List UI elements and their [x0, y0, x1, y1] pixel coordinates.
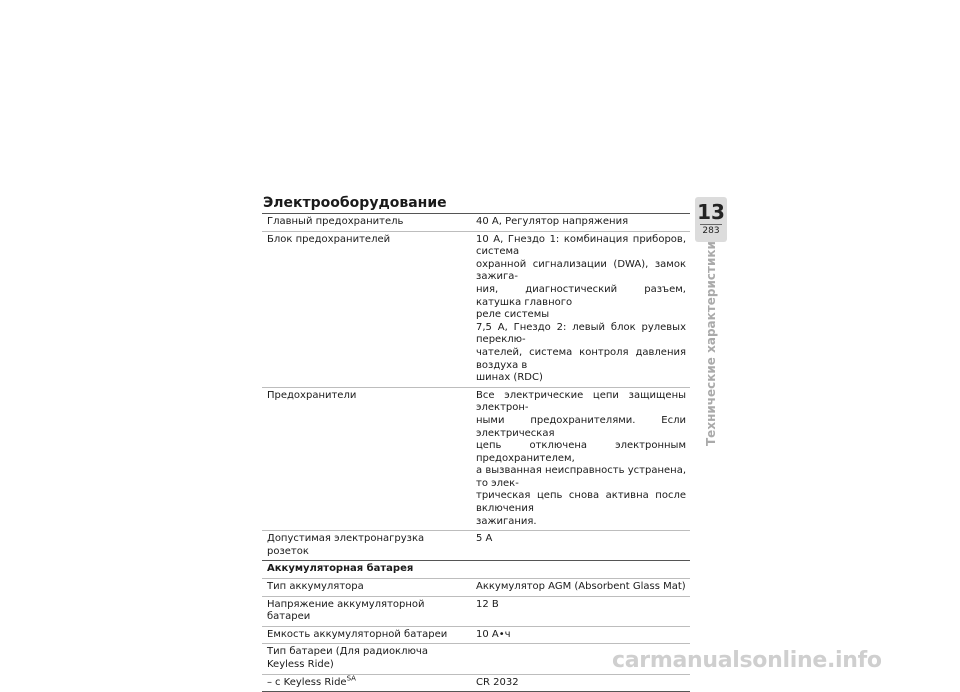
value-line: 10 А, Гнездо 1: комбинация приборов, система: [476, 233, 686, 258]
row-label: [262, 674, 471, 692]
table-row-battery-voltage: [262, 596, 690, 626]
value-line: охранной сигнализации (DWA), замок зажига-: [476, 258, 686, 283]
table-row-battery-type: [262, 579, 690, 597]
page-number: 283: [702, 226, 720, 236]
value-line: зажигания.: [476, 515, 537, 527]
value-line: шинах (RDC): [476, 372, 543, 384]
value-line: реле системы: [476, 309, 550, 321]
row-label: Тип аккумулятора: [262, 579, 471, 597]
side-chapter-title: Технические характеристики: [704, 241, 718, 446]
row-value: 12 В: [471, 596, 690, 626]
row-value: CR 2032: [471, 674, 690, 692]
section-title: Электрооборудование: [263, 195, 447, 211]
row-label: Блок предохранителей: [262, 231, 471, 387]
value-line: цепь отключена электронным предохранителем,: [476, 440, 686, 464]
row-value: [471, 231, 690, 387]
value-line: чателей, система контроля давления воздуха в: [476, 346, 686, 371]
table-row-fuses: [262, 387, 690, 531]
row-label: Главный предохранитель: [262, 214, 471, 232]
row-label: Предохранители: [262, 387, 471, 531]
row-label: Напряжение аккумуляторной батареи: [262, 596, 471, 626]
value-line: трическая цепь снова активна после включения: [476, 490, 686, 515]
row-value: [471, 387, 690, 531]
value-line: ния, диагностический разъем, катушка главного: [476, 283, 686, 308]
row-value: Аккумулятор AGM (Absorbent Glass Mat): [471, 579, 690, 597]
value-line: а вызванная неисправность устранена, то элек-: [476, 465, 686, 489]
table-row-keyless: [262, 674, 690, 692]
row-label: Допустимая электронагрузка розеток: [262, 531, 471, 561]
table-row-fuse-box: [262, 231, 690, 387]
group-heading: Аккумуляторная батарея: [262, 561, 690, 579]
value-line: 7,5 А, Гнездо 2: левый блок рулевых переклю-: [476, 321, 686, 346]
sa-superscript: SA: [346, 674, 356, 683]
table-row-socket-load: [262, 531, 690, 561]
table-row-battery-group: [262, 561, 690, 579]
row-value: 5 А: [471, 531, 690, 561]
watermark: carmanualsonline.info: [612, 648, 882, 673]
keyless-label: с Keyless Ride: [275, 676, 347, 688]
chapter-number: 13: [697, 200, 725, 224]
value-line: Все электрические цепи защищены электрон-: [476, 389, 686, 414]
row-value: 10 А•ч: [471, 626, 690, 644]
row-value: 40 А, Регулятор напряжения: [471, 214, 690, 232]
tab-divider: [700, 224, 722, 225]
dash-mark: –: [267, 676, 272, 688]
chapter-tab: [695, 197, 727, 242]
row-label: Емкость аккумуляторной батареи: [262, 626, 471, 644]
row-label: Тип батареи (Для радиоключа Keyless Ride): [262, 644, 471, 674]
table-row-battery-capacity: [262, 626, 690, 644]
spec-table: [262, 213, 690, 692]
table-row-main-fuse: [262, 214, 690, 232]
value-line: ными предохранителями. Если электрическая: [476, 414, 686, 439]
